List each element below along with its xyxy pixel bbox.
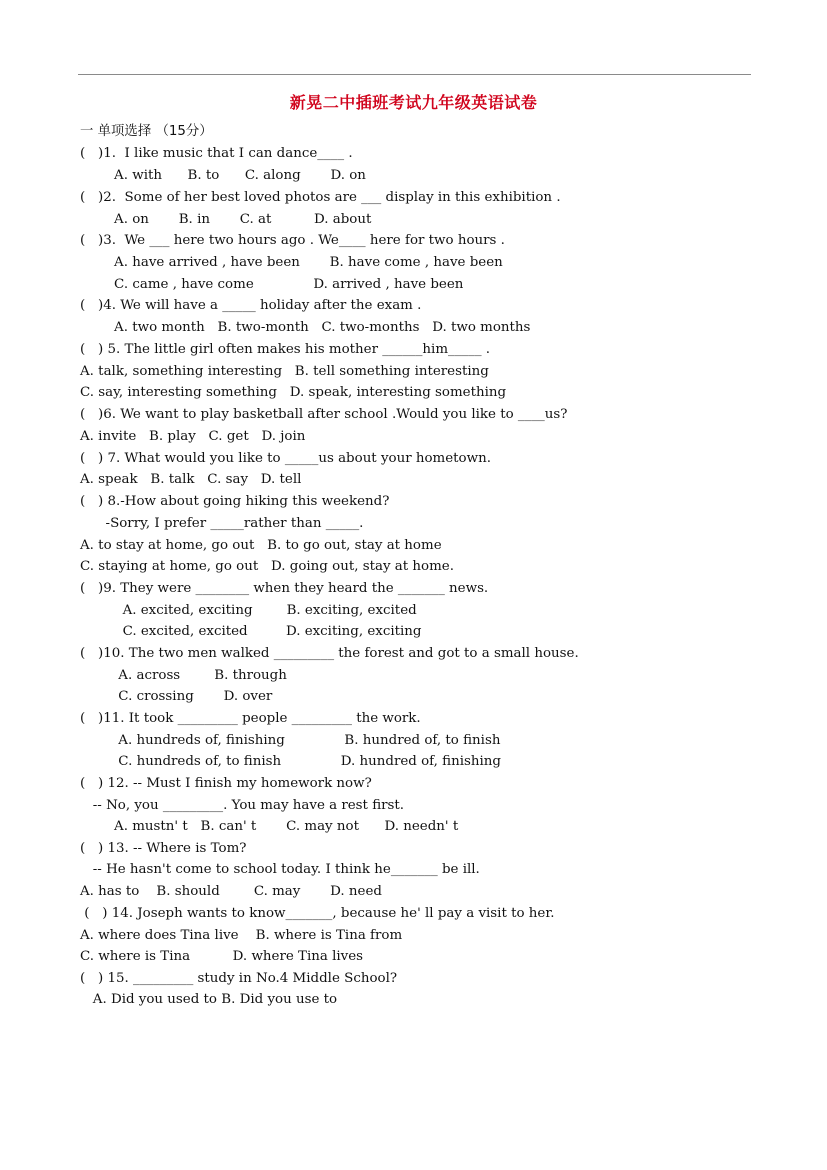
question-line: ( ) 14. Joseph wants to know_______, because he' ll pay a visit to her. (80, 906, 555, 921)
page-title: 新晃二中插班考试九年级英语试卷 (289, 93, 538, 112)
question-line: C. came , have come D. arrived , have been (80, 277, 464, 292)
question-line: ( ) 15. _________ study in No.4 Middle School? (80, 971, 398, 986)
header-rule (78, 74, 751, 75)
question-line: C. hundreds of, to finish D. hundred of, finishing (80, 754, 501, 769)
question-line: ( )6. We want to play basketball after school .Would you like to ____us? (80, 407, 568, 422)
question-line: ( )1. I like music that I can dance____ . (80, 146, 353, 161)
question-line: C. excited, excited D. exciting, exciting (80, 624, 422, 639)
question-line: A. talk, something interesting B. tell something interesting (80, 364, 489, 379)
question-line: ( )10. The two men walked _________ the forest and got to a small house. (80, 646, 579, 661)
question-line: ( ) 5. The little girl often makes his mother ______him_____ . (80, 342, 491, 357)
question-line: A. on B. in C. at D. about (80, 212, 372, 227)
question-line: ( )4. We will have a _____ holiday after the exam . (80, 298, 422, 313)
question-line: A. hundreds of, finishing B. hundred of, to finish (80, 733, 501, 748)
question-line: -- No, you _________. You may have a rest first. (80, 798, 405, 813)
question-line: C. say, interesting something D. speak, interesting something (80, 385, 507, 400)
question-line: A. has to B. should C. may D. need (80, 884, 382, 899)
question-line: ( ) 8.-How about going hiking this weekend? (80, 494, 390, 509)
question-line: C. crossing D. over (80, 689, 273, 704)
question-line: A. have arrived , have been B. have come , have been (80, 255, 503, 270)
question-line: -Sorry, I prefer _____rather than _____. (80, 516, 364, 531)
question-line: A. across B. through (80, 668, 287, 683)
question-line: ( ) 12. -- Must I finish my homework now? (80, 776, 372, 791)
question-line: A. invite B. play C. get D. join (80, 429, 306, 444)
question-line: C. where is Tina D. where Tina lives (80, 949, 364, 964)
question-line: A. speak B. talk C. say D. tell (80, 472, 302, 487)
question-line: A. with B. to C. along D. on (80, 168, 366, 183)
question-line: ( )11. It took _________ people _________ the work. (80, 711, 421, 726)
question-line: -- He hasn't come to school today. I think he_______ be ill. (80, 862, 480, 877)
question-line: A. excited, exciting B. exciting, excited (80, 603, 417, 618)
question-line: A. to stay at home, go out B. to go out, stay at home (80, 538, 442, 553)
question-line: ( )3. We ___ here two hours ago . We____ here for two hours . (80, 233, 505, 248)
section-heading: 一 单项选择 （15分） (80, 124, 213, 139)
question-line: A. mustn' t B. can' t C. may not D. needn' t (80, 819, 459, 834)
question-line: A. two month B. two-month C. two-months D. two months (80, 320, 531, 335)
question-line: ( )9. They were ________ when they heard the _______ news. (80, 581, 489, 596)
question-line: ( ) 7. What would you like to _____us about your hometown. (80, 451, 491, 466)
question-line: A. where does Tina live B. where is Tina from (80, 928, 403, 943)
question-line: C. staying at home, go out D. going out, stay at home. (80, 559, 454, 574)
question-line: ( ) 13. -- Where is Tom? (80, 841, 247, 856)
question-line: A. Did you used to B. Did you use to (80, 992, 338, 1007)
question-line: ( )2. Some of her best loved photos are ___ display in this exhibition . (80, 190, 561, 205)
